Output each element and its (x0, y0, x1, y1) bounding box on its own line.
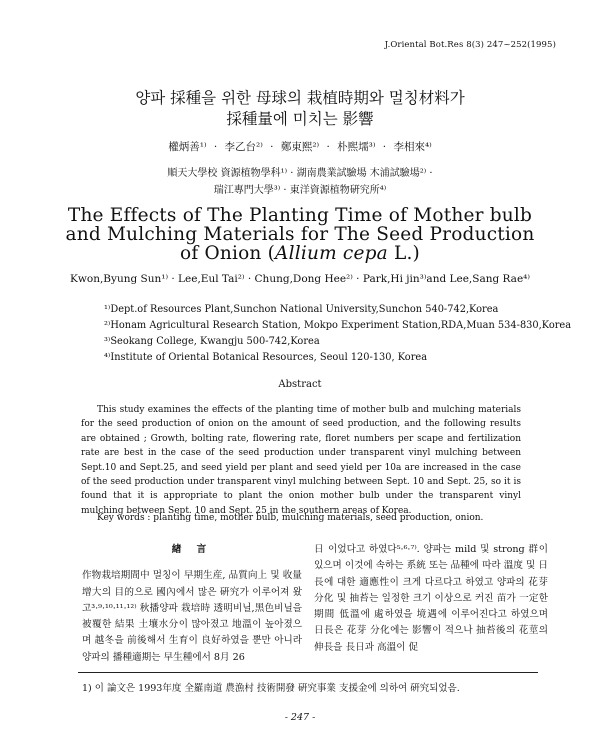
page-number: - 247 - (284, 712, 316, 723)
affiliation-2: ²⁾Honam Agricultural Research Station, Mokpo Experiment Station,RDA,Muan 534-830,Korea (104, 320, 572, 331)
right-column (314, 542, 548, 656)
korean-title-line-2: 採種量에 미치는 影響 (226, 110, 374, 128)
english-authors: Kwon,Byung Sun¹⁾ · Lee,Eul Tai²⁾ · Chung,Dong Hee²⁾ · Park,Hi jin³⁾and Lee,Sang Rae⁴⁾ (70, 273, 530, 285)
korean-affiliations (0, 165, 600, 199)
korean-authors: 權炳善¹⁾ · 李乙台²⁾ · 鄭東熙²⁾ · 朴熙壖³⁾ · 李相來⁴⁾ (168, 141, 432, 153)
korean-title (0, 88, 600, 130)
title-prefix: of Onion ( (180, 243, 276, 264)
korean-title-line-1: 양파 採種을 위한 母球의 栽植時期와 멀칭材料가 (135, 89, 465, 107)
korean-affiliation-line-2: 瑞江專門大學³⁾ · 東洋資源植物硏究所⁴⁾ (213, 185, 387, 196)
title-suffix: L.) (387, 243, 420, 264)
english-title-line-2: and Mulching Materials for The Seed Production (65, 224, 535, 245)
affiliation-3: ³⁾Seokang College, Kwangju 500-742,Korea (104, 336, 320, 347)
english-title-line-3 (0, 244, 600, 263)
right-column-text: 日 이었다고 하였다⁵·⁶·⁷⁾. 양파는 mild 및 strong 群이 있으며 이것에 속하는 系統 또는 品種에 따라 溫度 및 日長에 대한 適應性이 크게 다르다고 하였고 양파의 花芽分化 및 抽苔는 일정한 크기 이상으로 커진 苗가 一定한 期間 低溫에 處하였을 境遇에 이루어진다고 하였으며 日長은 花芽 分化에는 影響이 적으나 抽苔後의 花莖의 伸長을 長日과 高溫이 促 (314, 544, 548, 653)
species-name: Allium cepa (275, 243, 388, 264)
english-affiliations (104, 302, 571, 366)
abstract-heading: Abstract (278, 379, 322, 390)
affiliation-4: ⁴⁾Institute of Oriental Botanical Resources, Seoul 120-130, Korea (104, 352, 428, 363)
journal-reference: J.Oriental Bot.Res 8(3) 247~252(1995) (384, 40, 556, 50)
english-title (0, 206, 600, 263)
left-column (82, 542, 302, 666)
footnote: 1) 이 論文은 1993年度 全羅南道 農漁村 技術開發 硏究事業 支援金에 의하여 硏究되었음. (82, 683, 460, 694)
korean-affiliation-line-1: 順天大學校 資源植物學科¹⁾ · 湖南農業試驗場 木浦試驗場²⁾ · (167, 168, 433, 179)
english-title-line-1: The Effects of The Planting Time of Mother bulb (67, 205, 533, 226)
left-column-text: 作物栽培期間中 멀칭이 早期生産, 品質向上 및 收量增大의 目的으로 國內에서 많은 硏究가 이루어져 왔고³·⁹·¹⁰·¹¹·¹²⁾ 秋播양파 栽培時 透明비닐,黑色비닐을 被覆한 結果 土壤水分이 많아졌고 地溫이 높아졌으며 越冬을 前後해서 生育이 良好하였을 뿐만 아니라 양파의 播種適期는 早生種에서 8月 26 (82, 570, 302, 663)
abstract-body: This study examines the effects of the planting time of mother bulb and mulching materials for the seed production of onion on the amount of seed production, and the following results are obtained ; Growth, bolting rate, flowering rate, floret numbers per scape and fertilization rate are best in the case of the seed production under transparent vinyl mulching between Sept.10 and Sept.25, and seed yield per plant and seed yield per 10a are increased in the case of the seed production under transparent vinyl mulching between Sept. 10 and Sept. 25, so it is found that it is appropriate to plant the onion mother bulb under the transparent vinyl mulching between Sept. 10 and Sept. 25 in the southern areas of Korea. (81, 405, 521, 516)
introduction-heading: 緖 言 (171, 544, 213, 555)
keywords: Key words : planting time, mother bulb, mulching materials, seed production, onion. (97, 513, 484, 523)
footnote-divider (78, 672, 538, 673)
affiliation-1: ¹⁾Dept.of Resources Plant,Sunchon National University,Sunchon 540-742,Korea (104, 304, 499, 315)
